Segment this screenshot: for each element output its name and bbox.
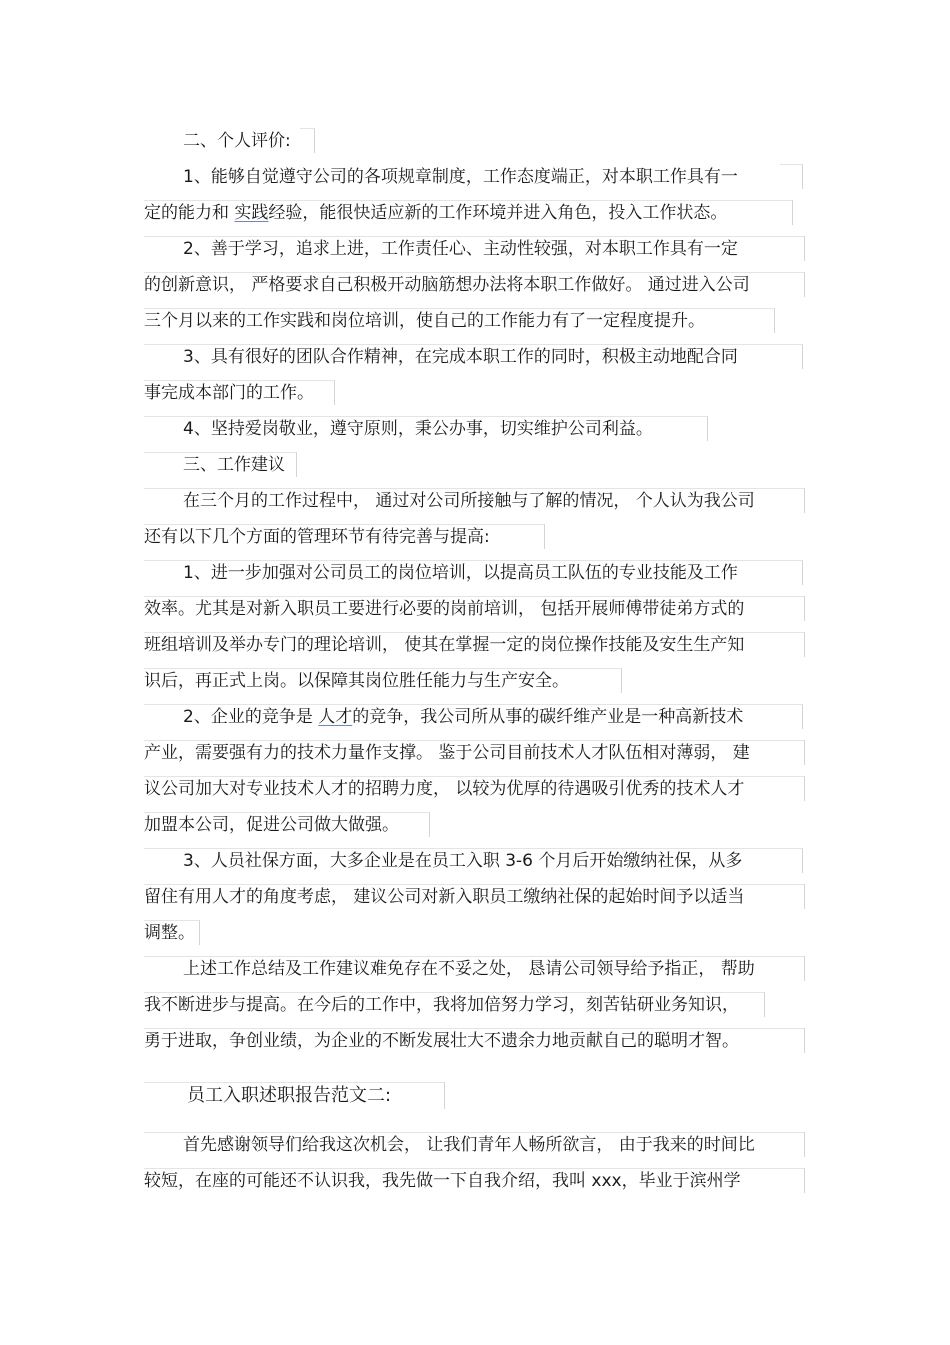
article-title: 员工入职述职报告范文二: bbox=[187, 1085, 392, 1106]
line-mark bbox=[144, 560, 803, 585]
line-mark bbox=[144, 740, 805, 765]
link-talent[interactable]: 人才 bbox=[318, 707, 353, 727]
text-line: 事完成本部门的工作。 bbox=[144, 383, 314, 403]
line-mark bbox=[144, 992, 765, 1017]
text-line: 效率。尤其是对新入职员工要进行必要的岗前培训， 包括开展师傅带徒弟方式的 bbox=[144, 599, 745, 619]
text-line: 识后，再正式上岗。以保障其岗位胜任能力与生产安全。 bbox=[144, 671, 569, 691]
line-mark bbox=[144, 236, 805, 261]
line-mark bbox=[144, 488, 805, 513]
line-mark bbox=[144, 632, 805, 657]
text-line: 加盟本公司，促进公司做大做强。 bbox=[144, 815, 399, 835]
text-line: 的创新意识， 严格要求自己积极开动脑筋想办法将本职工作做好。 通过进入公司 bbox=[144, 275, 750, 295]
line-mark bbox=[144, 848, 803, 873]
line-mark bbox=[144, 668, 622, 693]
line-mark bbox=[144, 200, 793, 225]
text-line: 班组培训及举办专门的理论培训， 使其在掌握一定的岗位操作技能及安生生产知 bbox=[144, 635, 745, 655]
line-mark bbox=[144, 1082, 445, 1109]
line-mark bbox=[144, 1132, 805, 1157]
text-line: 定的能力和 实践经验，能很快适应新的工作环境并进入角色，投入工作状态。 bbox=[144, 203, 728, 223]
text-line: 在三个月的工作过程中， 通过对公司所接触与了解的情况， 个人认为我公司 bbox=[183, 491, 755, 511]
section-heading-self-evaluation: 二、个人评价: bbox=[183, 131, 291, 151]
text-line: 产业，需要强有力的技术力量作支撑。 鉴于公司目前技术人才队伍相对薄弱， 建 bbox=[144, 743, 750, 763]
text-line: 三个月以来的工作实践和岗位培训，使自己的工作能力有了一定程度提升。 bbox=[144, 311, 705, 331]
line-mark bbox=[144, 380, 335, 405]
line-mark bbox=[144, 344, 803, 369]
text-line: 1、能够自觉遵守公司的各项规章制度，工作态度端正，对本职工作具有一 bbox=[183, 167, 738, 187]
text-line: 调整。 bbox=[144, 923, 195, 943]
line-mark bbox=[144, 812, 430, 837]
line-mark bbox=[144, 452, 297, 477]
text-line: 3、人员社保方面，大多企业是在员工入职 3-6 个月后开始缴纳社保，从多 bbox=[183, 851, 743, 871]
text-line: 2、善于学习，追求上进，工作责任心、主动性较强，对本职工作具有一定 bbox=[183, 239, 738, 259]
line-mark bbox=[144, 524, 545, 549]
section-heading-work-suggestions: 三、工作建议 bbox=[183, 455, 285, 475]
line-mark bbox=[144, 884, 805, 909]
text-line: 较短，在座的可能还不认识我，我先做一下自我介绍，我叫 xxx，毕业于滨州学 bbox=[144, 1171, 741, 1191]
link-practice[interactable]: 实践 bbox=[234, 203, 269, 223]
text-line: 还有以下几个方面的管理环节有待完善与提高: bbox=[144, 527, 490, 547]
text-line: 3、具有很好的团队合作精神，在完成本职工作的同时，积极主动地配合同 bbox=[183, 347, 738, 367]
line-mark bbox=[780, 164, 803, 189]
line-mark bbox=[300, 128, 315, 153]
text-line: 首先感谢领导们给我这次机会， 让我们青年人畅所欲言， 由于我来的时间比 bbox=[183, 1135, 755, 1155]
text-line: 议公司加大对专业技术人才的招聘力度， 以较为优厚的待遇吸引优秀的技术人才 bbox=[144, 779, 745, 799]
line-mark bbox=[144, 1028, 805, 1053]
text-line: 4、坚持爱岗敬业，遵守原则，秉公办事，切实维护公司利益。 bbox=[183, 419, 653, 439]
line-mark bbox=[144, 416, 708, 441]
line-mark bbox=[144, 920, 200, 945]
line-mark bbox=[144, 596, 805, 621]
text-line: 留住有用人才的角度考虑， 建议公司对新入职员工缴纳社保的起始时间予以适当 bbox=[144, 887, 745, 907]
line-mark bbox=[144, 1168, 805, 1193]
text-line: 勇于进取，争创业绩，为企业的不断发展壮大不遗余力地贡献自己的聪明才智。 bbox=[144, 1031, 739, 1051]
text-line: 2、企业的竞争是 人才的竞争，我公司所从事的碳纤维产业是一种高新技术 bbox=[183, 707, 744, 727]
line-mark bbox=[144, 272, 805, 297]
text-line: 上述工作总结及工作建议难免存在不妥之处， 恳请公司领导给予指正， 帮助 bbox=[183, 959, 755, 979]
text-line: 1、进一步加强对公司员工的岗位培训，以提高员工队伍的专业技能及工作 bbox=[183, 563, 738, 583]
text-line: 我不断进步与提高。在今后的工作中，我将加倍努力学习，刻苦钻研业务知识， bbox=[144, 995, 739, 1015]
line-mark bbox=[144, 308, 775, 333]
line-mark bbox=[144, 704, 803, 729]
line-mark bbox=[144, 776, 805, 801]
line-mark bbox=[144, 956, 805, 981]
